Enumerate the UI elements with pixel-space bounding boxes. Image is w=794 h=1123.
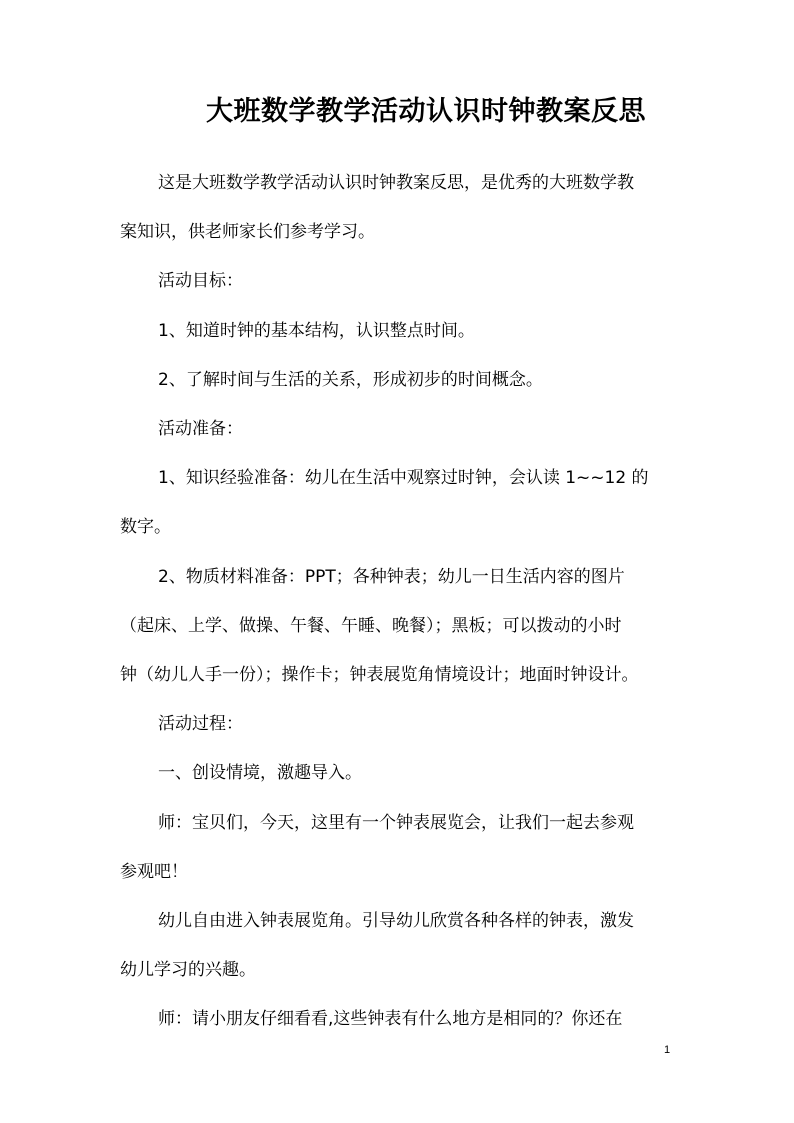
section-heading: 活动过程： bbox=[158, 714, 243, 735]
section-heading: 活动目标： bbox=[158, 271, 243, 292]
paragraph-line: 师：宝贝们，今天，这里有一个钟表展览会，让我们一起去参观 bbox=[158, 812, 634, 833]
document-body bbox=[120, 159, 680, 1045]
paragraph-line: 幼儿自由进入钟表展览角。引导幼儿欣赏各种各样的钟表，激发 bbox=[158, 911, 634, 932]
list-item: 2、了解时间与生活的关系，形成初步的时间概念。 bbox=[158, 369, 543, 390]
paragraph-line: 钟（幼儿人手一份）；操作卡；钟表展览角情境设计；地面时钟设计。 bbox=[120, 665, 639, 686]
document-title: 大班数学教学活动认识时钟教案反思 bbox=[206, 96, 646, 127]
list-item: 1、知道时钟的基本结构，认识整点时间。 bbox=[158, 320, 475, 341]
paragraph-line: 数字。 bbox=[120, 517, 171, 538]
list-item: 2、物质材料准备：PPT；各种钟表；幼儿一日生活内容的图片 bbox=[158, 566, 625, 587]
paragraph-line: 案知识，供老师家长们参考学习。 bbox=[120, 222, 375, 243]
section-heading: 活动准备： bbox=[158, 419, 243, 440]
paragraph-line: 参观吧！ bbox=[120, 861, 188, 882]
paragraph-line: 师：请小朋友仔细看看,这些钟表有什么地方是相同的？你还在 bbox=[158, 1009, 623, 1030]
subsection-heading: 一、创设情境，激趣导入。 bbox=[158, 763, 362, 784]
page-number: 1 bbox=[664, 1044, 671, 1056]
paragraph-line: 幼儿学习的兴趣。 bbox=[120, 960, 256, 981]
paragraph-line: 这是大班数学教学活动认识时钟教案反思，是优秀的大班数学教 bbox=[158, 173, 634, 193]
list-item: 1、知识经验准备：幼儿在生活中观察过时钟，会认读 1~~12 的 bbox=[158, 468, 649, 489]
paragraph-line: （起床、上学、做操、午餐、午睡、晚餐）；黑板；可以拨动的小时 bbox=[120, 615, 622, 636]
